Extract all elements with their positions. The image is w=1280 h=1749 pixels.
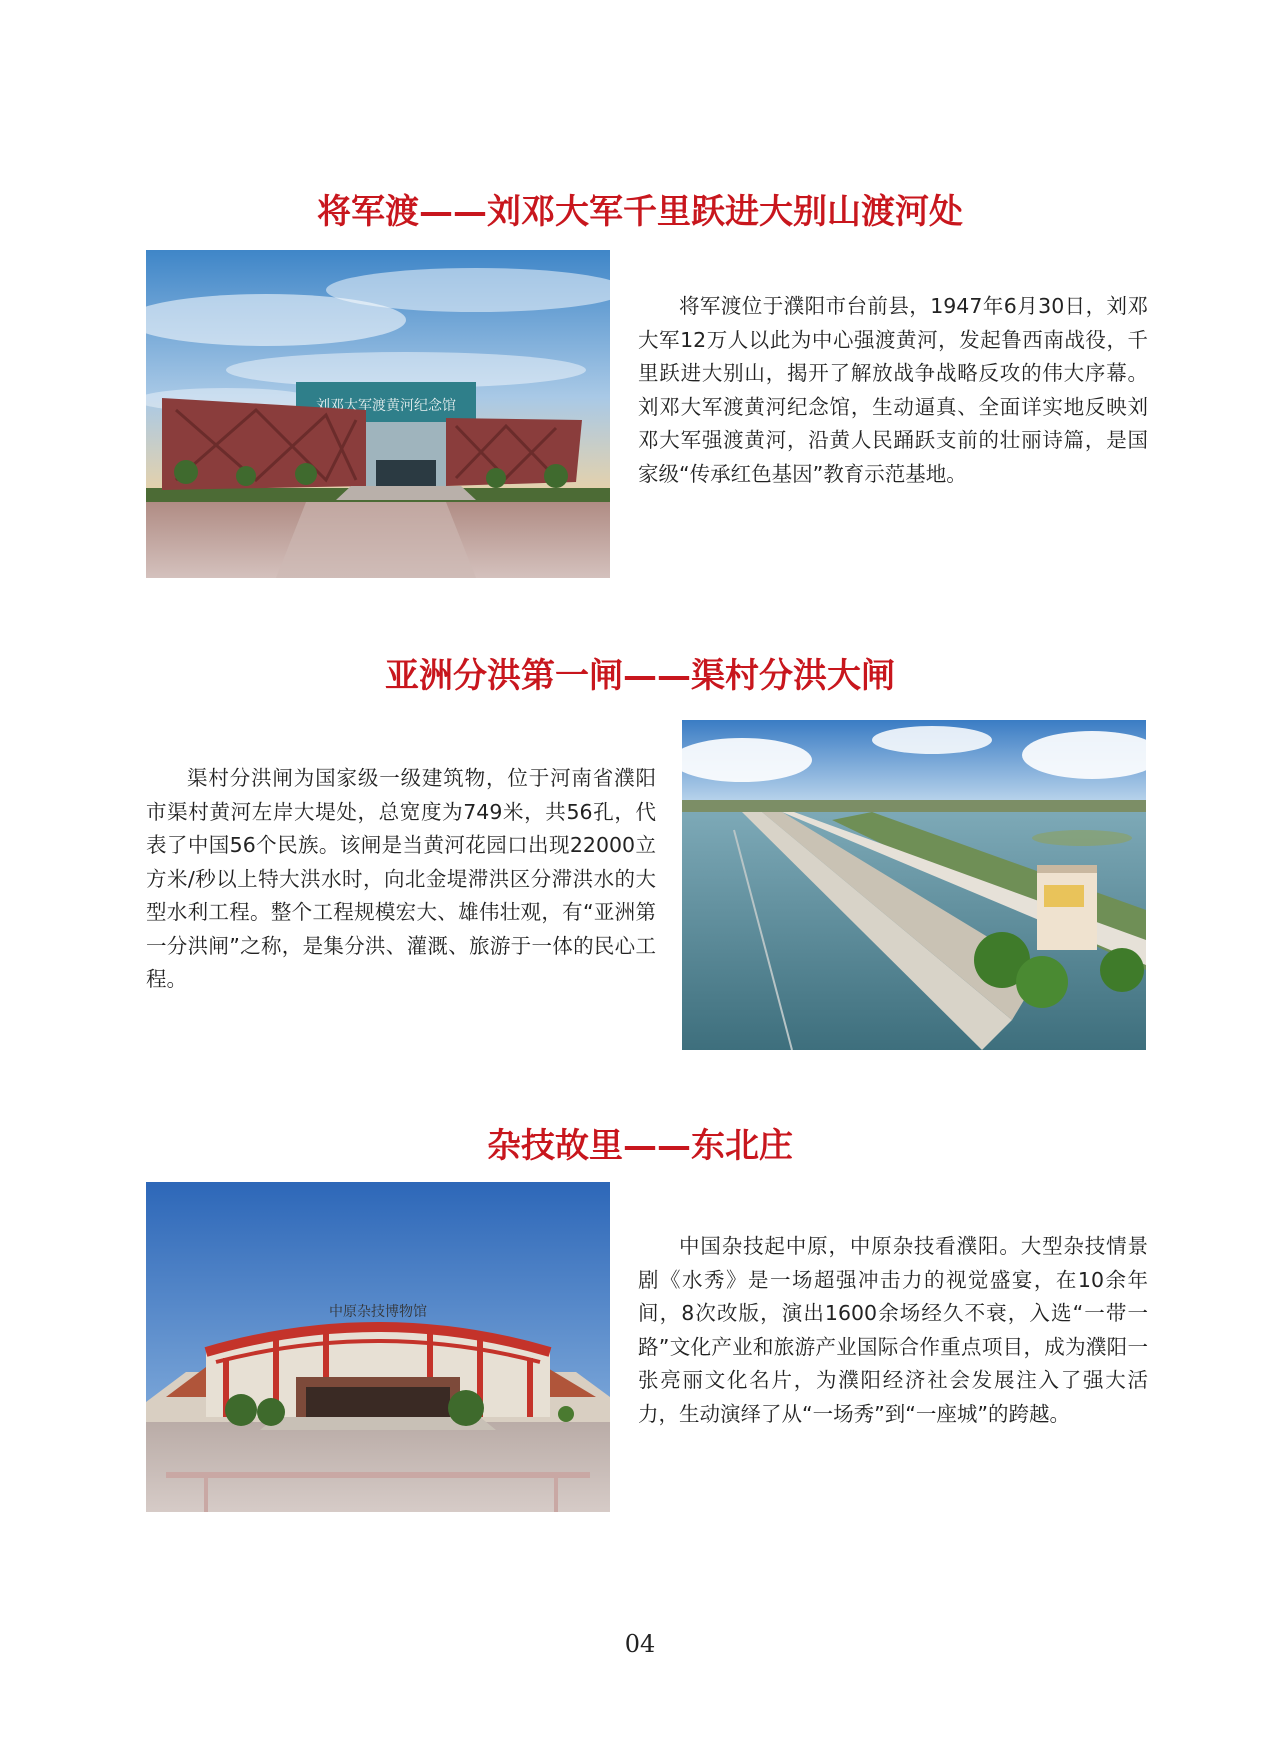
page-number: 04 <box>624 1630 656 1658</box>
section-1-body: 将军渡位于濮阳市台前县，1947年6月30日，刘邓大军12万人以此为中心强渡黄河，发起鲁西南战役，千里跃进大别山，揭开了解放战争战略反攻的伟大序幕。刘邓大军渡黄河纪念馆，生动逼真、全面详实地反映刘邓大军强渡黄河，沿黄人民踊跃支前的壮丽诗篇，是国家级“传承红色基因”教育示范基地。 <box>638 294 1148 486</box>
acrobatics-museum-photo <box>146 1182 610 1512</box>
museum-sign-text: 中原杂技博物馆 <box>329 1304 427 1320</box>
section-3-body: 中国杂技起中原，中原杂技看濮阳。大型杂技情景剧《水秀》是一场超强冲击力的视觉盛宴，在10余年间，8次改版，演出1600余场经久不衰，入选“一带一路”文化产业和旅游产业国际合作重点项目，成为濮阳一张亮丽文化名片，为濮阳经济社会发展注入了强大活力，生动演绎了从“一场秀”到“一座城”的跨越。 <box>638 1234 1148 1426</box>
section-1-title: 将军渡——刘邓大军千里跃进大别山渡河处 <box>317 192 963 232</box>
floodgate-photo <box>682 720 1146 1050</box>
memorial-sign-text: 刘邓大军渡黄河纪念馆 <box>316 398 456 414</box>
memorial-hall-photo <box>146 250 610 578</box>
section-3-title: 杂技故里——东北庄 <box>487 1126 793 1166</box>
section-2-body: 渠村分洪闸为国家级一级建筑物，位于河南省濮阳市渠村黄河左岸大堤处，总宽度为749米，共56孔，代表了中国56个民族。该闸是当黄河花园口出现22000立方米/秒以上特大洪水时，向北金堤滞洪区分滞洪水的大型水利工程。整个工程规模宏大、雄伟壮观，有“亚洲第一分洪闸”之称，是集分洪、灌溉、旅游于一体的民心工程。 <box>146 766 656 991</box>
section-2-title: 亚洲分洪第一闸——渠村分洪大闸 <box>385 656 895 696</box>
